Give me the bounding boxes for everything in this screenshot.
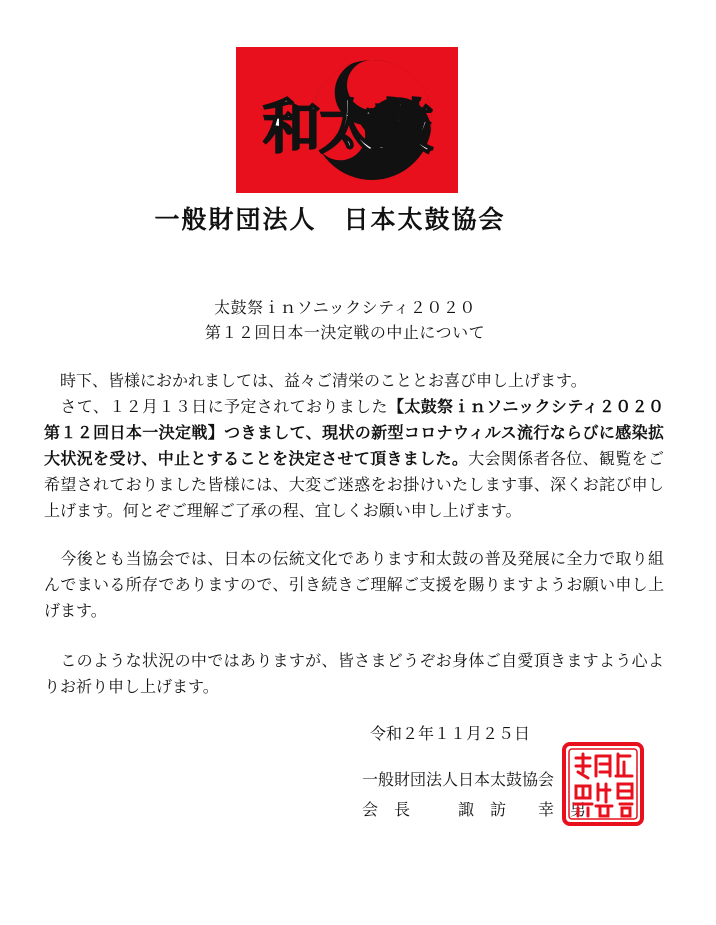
logo-banner: [236, 47, 458, 193]
mitsudomoe-icon: [236, 47, 458, 193]
signature-president: 会 長 諏 訪 幸 男: [362, 800, 587, 819]
apology-text: 大会関係者各位、観覧をご希望されておりました皆様には、大変ご迷惑をお掛けいたします事、深くお詫び申し上げます。何とぞご理解ご了承の程、宜しくお願い申し上げます。: [44, 449, 664, 520]
announcement-prefix: さて、１２月１３日に予定されておりました: [60, 397, 388, 416]
logo-text: 和太鼓: [262, 93, 432, 161]
future-support-paragraph: [44, 546, 664, 624]
future-support-text: 今後とも当協会では、日本の伝統文化であります和太鼓の普及発展に全力で取り組んでまいる所存でありますので、引き続きご理解ご支援を賜りますようお願い申し上げます。: [44, 549, 664, 620]
official-seal-icon: [562, 742, 644, 826]
signature-organization: 一般財団法人日本太鼓協会: [362, 770, 555, 789]
greeting-text: 時下、皆様におかれましては、益々ご清栄のこととお喜び申し上げます。: [60, 371, 587, 390]
cancellation-notice: 【太鼓祭ｉｎソニックシティ２０２０第１２回日本一決定戦】つきまして、現状の新型コロナウィルス流行ならびに感染拡大状況を受け、中止とすることを決定させて頂きました。: [44, 397, 664, 468]
issue-date: 令和２年１１月２５日: [370, 724, 531, 743]
greeting-paragraph: [44, 368, 664, 394]
document-title-line-2: 第１２回日本一決定戦の中止について: [204, 323, 486, 342]
announcement-paragraph: [44, 394, 664, 524]
organization-heading: 一般財団法人 日本太鼓協会: [154, 205, 506, 234]
closing-text: このような状況の中ではありますが、皆さまどうぞお身体ご自愛頂きますよう心よりお祈り申し上げます。: [44, 651, 664, 696]
document-title-line-1: 太鼓祭ｉｎソニックシティ２０２０: [214, 298, 476, 317]
closing-paragraph: [44, 648, 664, 700]
